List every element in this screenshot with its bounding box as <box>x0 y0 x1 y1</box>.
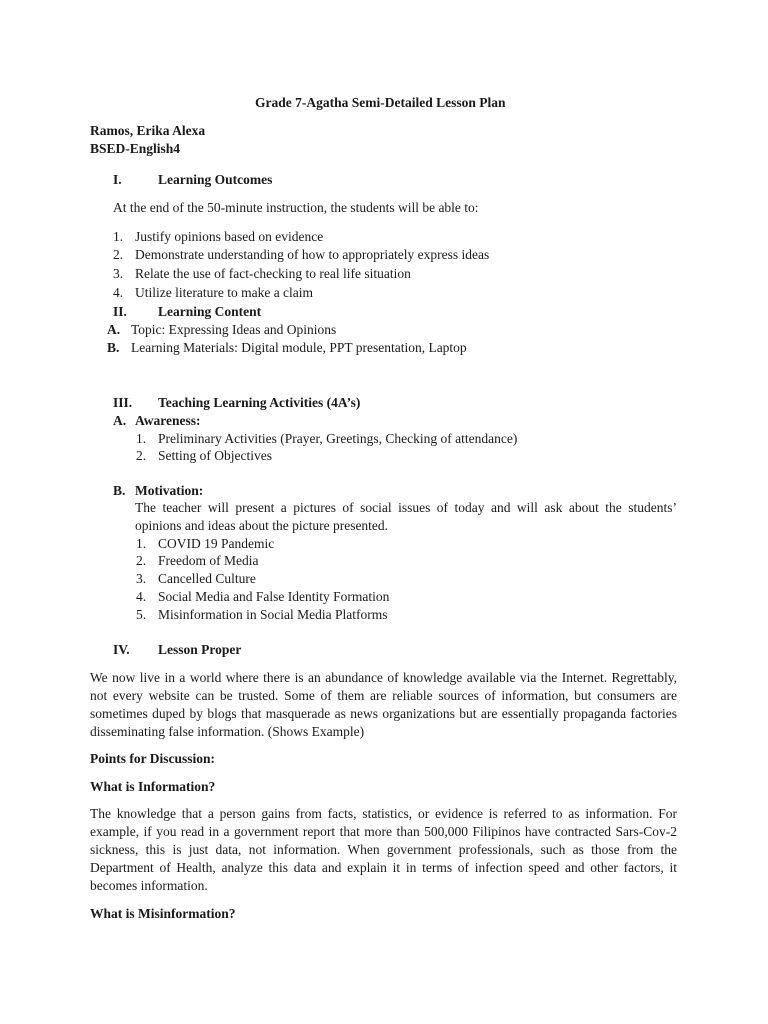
list-text: Demonstrate understanding of how to appropriately express ideas <box>135 247 490 262</box>
paragraph-line: The knowledge that a person gains from facts, statistics, or evidence is referred to as information. For <box>90 806 677 821</box>
points-heading: Points for Discussion: <box>90 751 216 766</box>
question-information: What is Information? <box>90 779 216 794</box>
section-4-heading: Lesson Proper <box>158 642 242 657</box>
list-text: Utilize literature to make a claim <box>135 285 314 300</box>
list-text: Learning Materials: Digital module, PPT presentation, Laptop <box>131 340 467 355</box>
motivation-text-line-1: The teacher will present a pictures of social issues of today and will ask about the students’ <box>135 500 677 515</box>
list-number: 1. <box>113 229 124 244</box>
question-misinformation: What is Misinformation? <box>90 906 236 921</box>
list-number: 1. <box>136 431 147 446</box>
paragraph-line: disseminating false information. (Shows Example) <box>90 724 365 739</box>
section-1-heading: Learning Outcomes <box>158 172 273 187</box>
list-number: 4. <box>113 285 124 300</box>
list-number: 3. <box>136 571 147 586</box>
list-number: 3. <box>113 266 124 281</box>
section-1-number: I. <box>113 172 122 187</box>
list-text: Justify opinions based on evidence <box>135 229 324 244</box>
awareness-letter: A. <box>113 413 127 428</box>
list-text: Relate the use of fact-checking to real life situation <box>135 266 411 281</box>
paragraph-line: We now live in a world where there is an abundance of knowledge available via the Internet. Regrettably, <box>90 670 677 685</box>
paragraph-line: sickness, this is just data, not information. When government professionals, such as those from the <box>90 842 677 857</box>
list-text: Freedom of Media <box>158 553 259 568</box>
document-title: Grade 7-Agatha Semi-Detailed Lesson Plan <box>255 95 506 110</box>
list-number: 2. <box>136 448 147 463</box>
list-number: 2. <box>113 247 124 262</box>
list-letter: B. <box>107 340 120 355</box>
section-3-heading: Teaching Learning Activities (4A’s) <box>158 395 361 410</box>
list-text: Cancelled Culture <box>158 571 256 586</box>
paragraph-line: becomes information. <box>90 878 208 893</box>
section-1-intro: At the end of the 50-minute instruction, the students will be able to: <box>113 200 479 215</box>
list-number: 1. <box>136 536 147 551</box>
list-text: Preliminary Activities (Prayer, Greetings, Checking of attendance) <box>158 431 518 446</box>
section-2-heading: Learning Content <box>158 304 262 319</box>
list-number: 5. <box>136 607 147 622</box>
list-letter: A. <box>107 322 121 337</box>
section-2-number: II. <box>113 304 127 319</box>
section-3-number: III. <box>113 395 133 410</box>
list-number: 4. <box>136 589 147 604</box>
motivation-text-line-2: opinions and ideas about the picture presented. <box>135 518 389 533</box>
paragraph-line: sometimes duped by blogs that masquerade as news organizations but are essentially propaganda factories <box>90 706 677 721</box>
list-text: Topic: Expressing Ideas and Opinions <box>131 322 337 337</box>
awareness-heading: Awareness: <box>135 413 201 428</box>
list-text: Social Media and False Identity Formation <box>158 589 390 604</box>
author-name: Ramos, Erika Alexa <box>90 123 206 138</box>
list-text: Setting of Objectives <box>158 448 272 463</box>
list-text: Misinformation in Social Media Platforms <box>158 607 388 622</box>
paragraph-line: Department of Health, analyze this data and explain it in terms of infection speed and other factors, it <box>90 860 677 875</box>
list-text: COVID 19 Pandemic <box>158 536 275 551</box>
paragraph-line: not every website can be trusted. Some of them are reliable sources of information, but consumers are <box>90 688 677 703</box>
section-4-number: IV. <box>113 642 130 657</box>
motivation-letter: B. <box>113 483 126 498</box>
motivation-heading: Motivation: <box>135 483 204 498</box>
paragraph-line: example, if you read in a government report that more than 500,000 Filipinos have contracted Sars-Cov-2 <box>90 824 677 839</box>
program-name: BSED-English4 <box>90 141 181 156</box>
list-number: 2. <box>136 553 147 568</box>
